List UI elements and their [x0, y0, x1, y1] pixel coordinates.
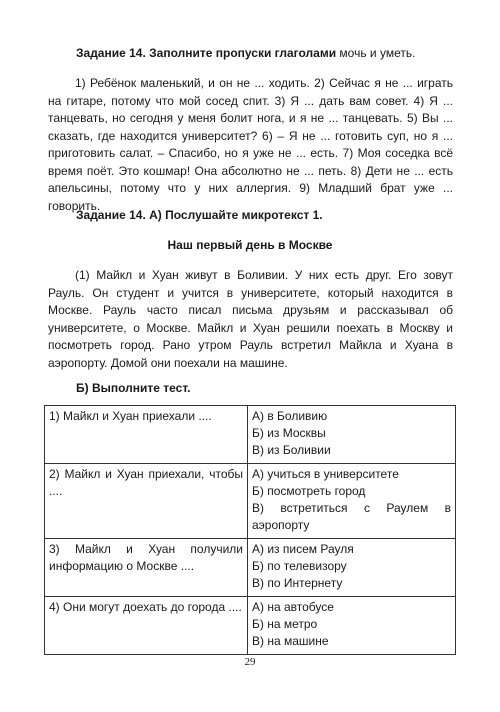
answer-option: А) на автобусе [252, 600, 334, 614]
test-options [248, 464, 456, 539]
test-options [248, 597, 456, 655]
table-row [45, 464, 456, 539]
test-options [248, 406, 456, 464]
answer-option: Б) из Москвы [252, 426, 326, 440]
answer-option: А) учиться в университете [252, 467, 399, 481]
answer-option: Б) по телевизору [252, 559, 347, 573]
answer-option: А) в Боливию [252, 409, 328, 423]
task-heading-bold: Задание 14. Заполните пропуски глаголами [76, 46, 337, 60]
test-options [248, 539, 456, 597]
verb-exercise-paragraph: 1) Ребёнок маленький, и он не ... ходить. 2) Сейчас я не ... играть на гитаре, потому что мой сосед спит. 3) Я ... дать вам совет. 4) Я ... танцевать, но сегодня у меня болит нога, и я не ... танцевать. 5) Вы ... сказать, где находится университет? 6) – Я не ... готовить суп, но я ... приготовить салат. – Спасибо, но я уже не ... есть. 7) Моя соседка всё время поёт. Это кошмар! Она абсолютно не ... петь. 8) Дети не ... есть апельсины, потому что у них аллергия. 9) Младший брат уже ... говорить. [48, 76, 453, 213]
answer-option: Б) на метро [252, 617, 318, 631]
test-table [44, 405, 456, 655]
task-heading-listening: Задание 14. А) Послушайте микротекст 1. [76, 208, 323, 222]
test-question: 4) Они могут доехать до города .... [45, 597, 248, 655]
answer-option: В) из Боливии [252, 443, 331, 457]
table-row [45, 597, 456, 655]
task-heading-verbs [76, 46, 415, 60]
test-question: 1) Майкл и Хуан приехали .... [45, 406, 248, 464]
microtext-title: Наш первый день в Москве [167, 238, 333, 252]
answer-option: Б) посмотреть город [252, 484, 366, 498]
test-question: 3) Майкл и Хуан получили информацию о Москве .... [45, 539, 248, 597]
answer-option: В) встретиться с Раулем в аэропорту [252, 501, 451, 532]
page-number: 29 [244, 656, 256, 668]
table-row [45, 406, 456, 464]
microtext-paragraph: (1) Майкл и Хуан живут в Боливии. У них есть друг. Его зовут Рауль. Он студент и учится в университете, который находится в Москве. Рауль часто писал письма друзьям и рассказывал об университете, о Москве. Майкл и Хуан решили поехать в Москву и посмотреть город. Рано утром Рауль встретил Майкла и Хуана в аэропорту. Домой они поехали на машине. [48, 268, 453, 370]
answer-option: В) на машине [252, 634, 329, 648]
test-heading: Б) Выполните тест. [76, 381, 191, 395]
test-question: 2) Майкл и Хуан приехали, чтобы .... [45, 464, 248, 539]
answer-option: А) из писем Рауля [252, 542, 354, 556]
table-row [45, 539, 456, 597]
answer-option: В) по Интернету [252, 576, 343, 590]
task-heading-normal: мочь и уметь. [339, 46, 416, 60]
